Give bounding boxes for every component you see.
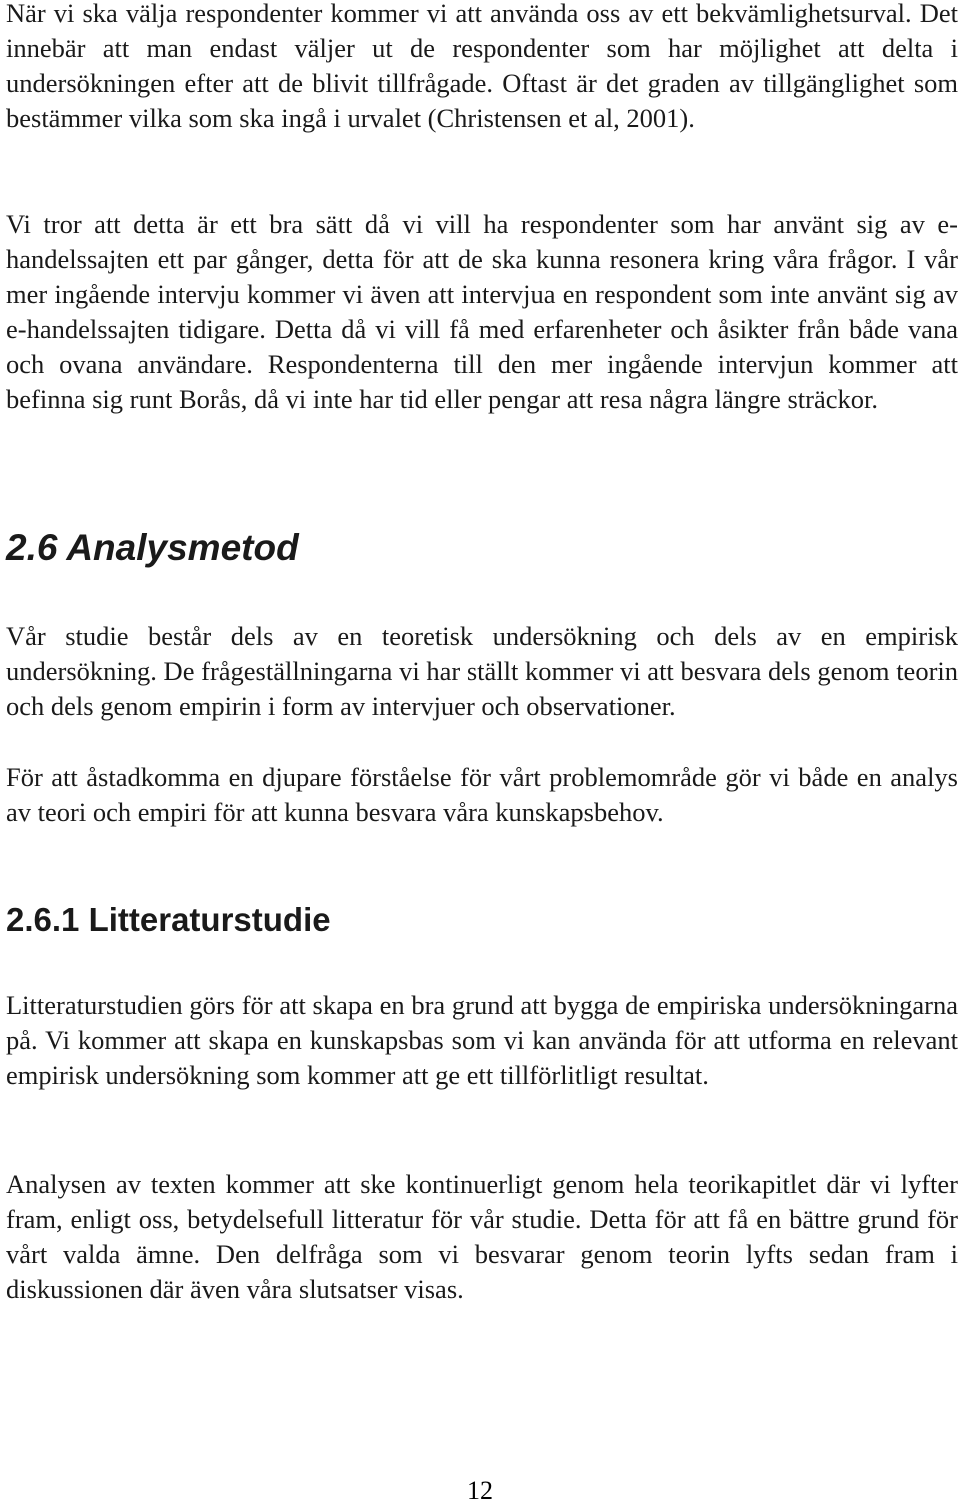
paragraph-studie: Vår studie består dels av en teoretisk undersökning och dels av en empirisk undersökning. De frågeställningarna vi har ställt kommer vi att besvara dels genom teorin och dels genom empirin i form av intervjuer och observationer. <box>6 621 958 721</box>
paragraph-respondenter: Vi tror att detta är ett bra sätt då vi vill ha respondenter som har använt sig av e-handelssajten ett par gånger, detta för att de ska kunna resonera kring våra frågor. I vår mer ingående intervju kommer vi även att intervjua en respondent som inte använt sig av e-handelssajten tidigare. Detta då vi vill få med erfarenheter och åsikter från både vana och ovana användare. Respondenterna till den mer ingående intervjun kommer att befinna sig runt Borås, då vi inte har tid eller pengar att resa några längre sträckor. <box>6 209 958 414</box>
section-heading-analysmetod: 2.6 Analysmetod <box>6 527 299 568</box>
document-page <box>6 0 958 1502</box>
subsection-heading-litteraturstudie: 2.6.1 Litteraturstudie <box>6 901 331 938</box>
paragraph-urval: När vi ska välja respondenter kommer vi att använda oss av ett bekvämlighetsurval. Det innebär att man endast väljer ut de respondenter som har möjlighet att delta i undersökningen efter att de blivit tillfrågade. Oftast är det graden av tillgänglighet som bestämmer vilka som ska ingå i urvalet (Christensen et al, 2001). <box>6 0 958 133</box>
paragraph-litteraturstudien: Litteraturstudien görs för att skapa en bra grund att bygga de empiriska undersökningarna på. Vi kommer att skapa en kunskapsbas som vi kan använda för att utforma en relevant empirisk undersökning som kommer att ge ett tillförlitligt resultat. <box>6 990 958 1090</box>
paragraph-analysen: Analysen av texten kommer att ske kontinuerligt genom hela teorikapitlet där vi lyfter fram, enligt oss, betydelsefull litteratur för vår studie. Detta för att få en bättre grund för vårt valda ämne. Den delfråga som vi besvarar genom teorin lyfts sedan fram i diskussionen där även våra slutsatser visas. <box>6 1169 958 1304</box>
page-number: 12 <box>467 1476 493 1505</box>
paragraph-forstaelse: För att åstadkomma en djupare förståelse för vårt problemområde gör vi både en analys av teori och empiri för att kunna besvara våra kunskapsbehov. <box>6 762 958 827</box>
